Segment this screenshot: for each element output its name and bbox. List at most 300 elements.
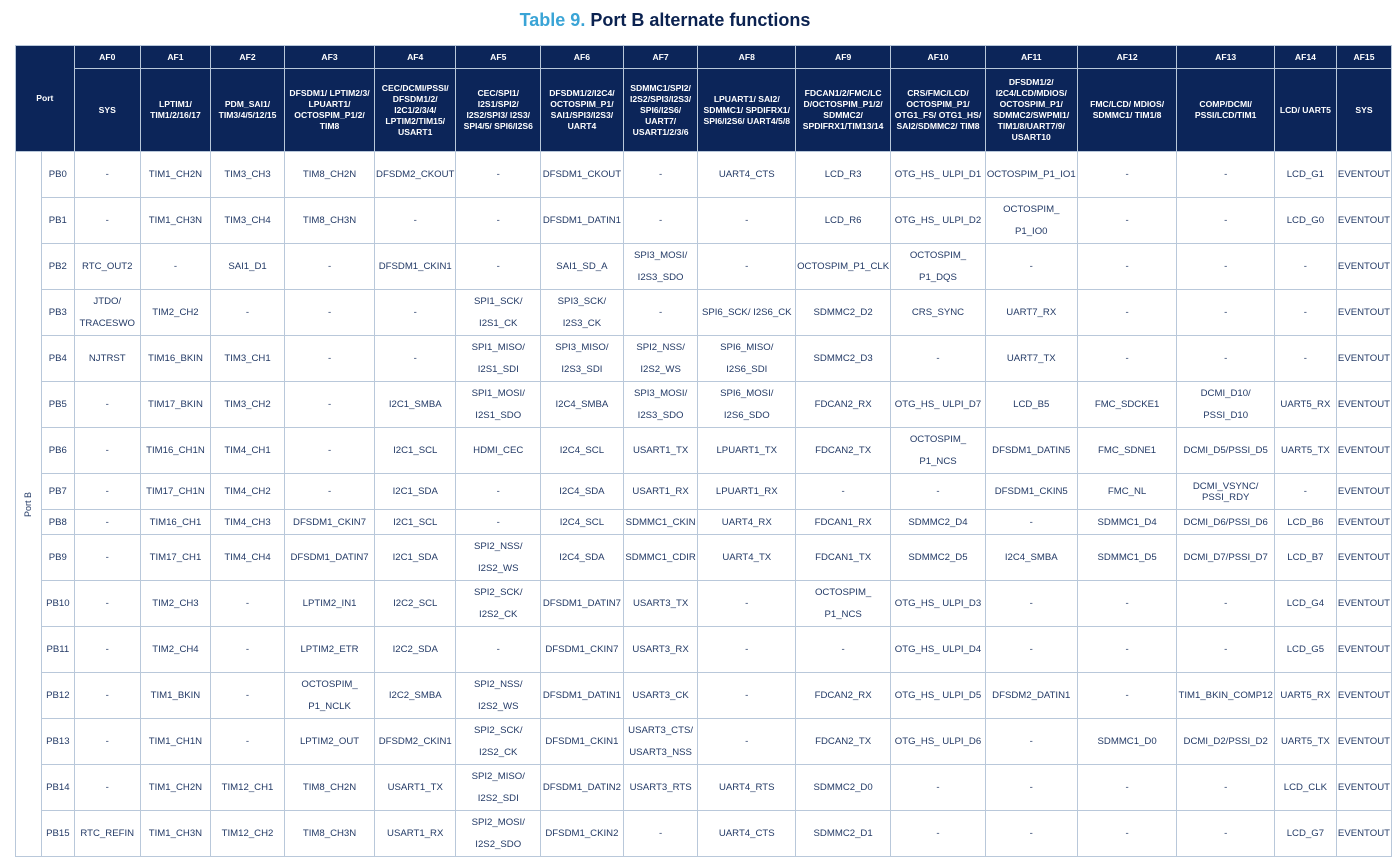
af-header-2: AF2 [211, 46, 285, 69]
af-description-7: SDMMC1/SPI2/ I2S2/SPI3/I2S3/ SPI6/I2S6/ UART7/ USART1/2/3/6 [623, 69, 698, 152]
function-cell: DFSDM1_DATIN7 [541, 581, 624, 627]
function-cell: - [74, 581, 140, 627]
function-cell: - [891, 474, 986, 510]
function-cell: - [140, 244, 210, 290]
function-cell: SPI2_SCK/ I2S2_CK [456, 581, 541, 627]
af-header-5: AF5 [456, 46, 541, 69]
af-description-9: FDCAN1/2/FMC/LC D/OCTOSPIM_P1/2/ SDMMC2/ SPDIFRX1/TIM13/14 [796, 69, 891, 152]
function-cell: I2C4_SMBA [985, 535, 1077, 581]
function-cell: DFSDM1_DATIN1 [541, 673, 624, 719]
function-cell: - [285, 382, 375, 428]
function-cell: - [1077, 290, 1177, 336]
af-header-11: AF11 [985, 46, 1077, 69]
function-cell: OTG_HS_ ULPI_D4 [891, 627, 986, 673]
function-cell: UART4_TX [698, 535, 796, 581]
af-description-8: LPUART1/ SAI2/ SDMMC1/ SPDIFRX1/ SPI6/I2S6/ UART4/5/8 [698, 69, 796, 152]
function-cell: I2C2_SMBA [375, 673, 456, 719]
function-cell: OCTOSPIM_P1_CLK [796, 244, 891, 290]
function-cell: UART5_TX [1274, 428, 1336, 474]
function-cell: SDMMC2_D5 [891, 535, 986, 581]
table-row [16, 152, 1392, 198]
function-cell: I2C1_SDA [375, 474, 456, 510]
table-row [16, 811, 1392, 857]
function-cell: FMC_SDNE1 [1077, 428, 1177, 474]
function-cell: LPTIM2_OUT [285, 719, 375, 765]
function-cell: DCMI_D6/PSSI_D6 [1177, 510, 1274, 535]
function-cell: DFSDM1_CKIN1 [375, 244, 456, 290]
function-cell: SPI1_MISO/ I2S1_SDI [456, 336, 541, 382]
function-cell: EVENTOUT [1336, 428, 1391, 474]
af-header-15: AF15 [1336, 46, 1391, 69]
function-cell: UART4_CTS [698, 811, 796, 857]
af-description-13: COMP/DCMI/ PSSI/LCD/TIM1 [1177, 69, 1274, 152]
function-cell: LCD_G1 [1274, 152, 1336, 198]
function-cell: - [891, 336, 986, 382]
function-cell: - [1077, 581, 1177, 627]
function-cell: - [698, 244, 796, 290]
function-cell: FDCAN2_RX [796, 382, 891, 428]
function-cell: - [796, 627, 891, 673]
function-cell: - [1177, 152, 1274, 198]
function-cell: - [796, 474, 891, 510]
function-cell: - [74, 474, 140, 510]
af-header-6: AF6 [541, 46, 624, 69]
function-cell: OCTOSPIM_ P1_DQS [891, 244, 986, 290]
function-cell: - [1077, 198, 1177, 244]
function-cell: DFSDM2_CKIN1 [375, 719, 456, 765]
function-cell: USART3_TX [623, 581, 698, 627]
pin-name-cell: PB0 [42, 152, 75, 198]
function-cell: TIM4_CH2 [211, 474, 285, 510]
function-cell: - [456, 510, 541, 535]
function-cell: OTG_HS_ ULPI_D7 [891, 382, 986, 428]
function-cell: EVENTOUT [1336, 474, 1391, 510]
pin-name-cell: PB12 [42, 673, 75, 719]
pin-name-cell: PB10 [42, 581, 75, 627]
function-cell: SDMMC2_D2 [796, 290, 891, 336]
function-cell: TIM1_CH3N [140, 198, 210, 244]
function-cell: UART4_RX [698, 510, 796, 535]
function-cell: TIM1_BKIN_COMP12 [1177, 673, 1274, 719]
function-cell: LPTIM2_ETR [285, 627, 375, 673]
function-cell: FDCAN1_TX [796, 535, 891, 581]
function-cell: LCD_CLK [1274, 765, 1336, 811]
table-row [16, 428, 1392, 474]
port-header: Port [16, 46, 75, 152]
function-cell: UART5_RX [1274, 673, 1336, 719]
function-cell: - [1177, 290, 1274, 336]
function-cell: - [1077, 336, 1177, 382]
function-cell: FDCAN1_RX [796, 510, 891, 535]
af-header-8: AF8 [698, 46, 796, 69]
function-cell: - [985, 627, 1077, 673]
function-cell: DFSDM1_DATIN2 [541, 765, 624, 811]
function-cell: - [74, 152, 140, 198]
function-cell: OTG_HS_ ULPI_D5 [891, 673, 986, 719]
af-description-5: CEC/SPI1/ I2S1/SPI2/ I2S2/SPI3/ I2S3/ SPI4/5/ SPI6/I2S6 [456, 69, 541, 152]
function-cell: OTG_HS_ ULPI_D1 [891, 152, 986, 198]
function-cell: - [1077, 765, 1177, 811]
function-cell: UART4_RTS [698, 765, 796, 811]
af-header-9: AF9 [796, 46, 891, 69]
af-description-14: LCD/ UART5 [1274, 69, 1336, 152]
function-cell: SPI3_MOSI/ I2S3_SDO [623, 244, 698, 290]
function-cell: EVENTOUT [1336, 336, 1391, 382]
function-cell: - [74, 719, 140, 765]
table-row [16, 765, 1392, 811]
function-cell: UART7_TX [985, 336, 1077, 382]
table-title [0, 10, 1330, 31]
function-cell: TIM3_CH2 [211, 382, 285, 428]
function-cell: TIM3_CH1 [211, 336, 285, 382]
function-cell: - [74, 765, 140, 811]
function-cell: - [1077, 152, 1177, 198]
function-cell: DCMI_VSYNC/ PSSI_RDY [1177, 474, 1274, 510]
function-cell: - [623, 811, 698, 857]
function-cell: - [74, 627, 140, 673]
function-cell: TIM4_CH3 [211, 510, 285, 535]
function-cell: EVENTOUT [1336, 535, 1391, 581]
function-cell: TIM2_CH4 [140, 627, 210, 673]
table-row [16, 510, 1392, 535]
table-row [16, 382, 1392, 428]
af-description-2: PDM_SAI1/ TIM3/4/5/12/15 [211, 69, 285, 152]
function-cell: TIM8_CH2N [285, 152, 375, 198]
function-cell: - [74, 535, 140, 581]
function-cell: USART3_CTS/ USART3_NSS [623, 719, 698, 765]
function-cell: LCD_B6 [1274, 510, 1336, 535]
pin-name-cell: PB6 [42, 428, 75, 474]
af-description-1: LPTIM1/ TIM1/2/16/17 [140, 69, 210, 152]
function-cell: SDMMC2_D0 [796, 765, 891, 811]
function-cell: - [1177, 765, 1274, 811]
function-cell: TIM1_CH2N [140, 765, 210, 811]
function-cell: DCMI_D2/PSSI_D2 [1177, 719, 1274, 765]
function-cell: - [285, 336, 375, 382]
function-cell: - [456, 244, 541, 290]
function-cell: - [1177, 244, 1274, 290]
port-b-alternate-functions-table [15, 45, 1392, 857]
function-cell: - [74, 382, 140, 428]
function-cell: TIM3_CH4 [211, 198, 285, 244]
pin-name-cell: PB11 [42, 627, 75, 673]
function-cell: EVENTOUT [1336, 382, 1391, 428]
function-cell: SDMMC1_D0 [1077, 719, 1177, 765]
function-cell: LPUART1_RX [698, 474, 796, 510]
function-cell: - [211, 673, 285, 719]
function-cell: - [1274, 474, 1336, 510]
function-cell: LPUART1_TX [698, 428, 796, 474]
function-cell: DCMI_D10/ PSSI_D10 [1177, 382, 1274, 428]
pin-name-cell: PB14 [42, 765, 75, 811]
af-header-7: AF7 [623, 46, 698, 69]
function-cell: TIM8_CH3N [285, 811, 375, 857]
function-cell: - [1077, 244, 1177, 290]
table-row [16, 627, 1392, 673]
function-cell: DFSDM1_CKOUT [541, 152, 624, 198]
function-cell: - [456, 627, 541, 673]
af-header-14: AF14 [1274, 46, 1336, 69]
function-cell: - [285, 244, 375, 290]
table-container [15, 45, 1392, 857]
function-cell: TIM17_BKIN [140, 382, 210, 428]
function-cell: SDMMC2_D4 [891, 510, 986, 535]
function-cell: SPI1_MOSI/ I2S1_SDO [456, 382, 541, 428]
function-cell: SPI3_SCK/ I2S3_CK [541, 290, 624, 336]
function-cell: OCTOSPIM_ P1_NCS [891, 428, 986, 474]
function-cell: DCMI_D7/PSSI_D7 [1177, 535, 1274, 581]
function-cell: SPI3_MISO/ I2S3_SDI [541, 336, 624, 382]
function-cell: - [623, 198, 698, 244]
function-cell: - [985, 765, 1077, 811]
function-cell: I2C2_SDA [375, 627, 456, 673]
function-cell: LPTIM2_IN1 [285, 581, 375, 627]
function-cell: UART7_RX [985, 290, 1077, 336]
function-cell: LCD_G0 [1274, 198, 1336, 244]
function-cell: I2C4_SMBA [541, 382, 624, 428]
af-description-11: DFSDM1/2/ I2C4/LCD/MDIOS/ OCTOSPIM_P1/ SDMMC2/SWPMI1/ TIM1/8/UART7/9/ USART10 [985, 69, 1077, 152]
function-cell: - [285, 474, 375, 510]
function-cell: NJTRST [74, 336, 140, 382]
pin-name-cell: PB2 [42, 244, 75, 290]
function-cell: TIM4_CH4 [211, 535, 285, 581]
function-cell: TIM1_CH2N [140, 152, 210, 198]
function-cell: - [456, 152, 541, 198]
function-cell: EVENTOUT [1336, 719, 1391, 765]
function-cell: LCD_R3 [796, 152, 891, 198]
function-cell: - [1274, 336, 1336, 382]
function-cell: - [375, 336, 456, 382]
function-cell: I2C1_SCL [375, 428, 456, 474]
af-description-15: SYS [1336, 69, 1391, 152]
function-cell: EVENTOUT [1336, 198, 1391, 244]
function-cell: SAI1_SD_A [541, 244, 624, 290]
table-row [16, 673, 1392, 719]
function-cell: - [375, 198, 456, 244]
function-cell: LCD_B5 [985, 382, 1077, 428]
function-cell: I2C4_SCL [541, 428, 624, 474]
af-header-0: AF0 [74, 46, 140, 69]
function-cell: - [985, 719, 1077, 765]
pin-name-cell: PB7 [42, 474, 75, 510]
function-cell: - [698, 627, 796, 673]
function-cell: USART3_RTS [623, 765, 698, 811]
function-cell: TIM17_CH1 [140, 535, 210, 581]
function-cell: - [985, 811, 1077, 857]
function-cell: LCD_G4 [1274, 581, 1336, 627]
function-cell: TIM2_CH3 [140, 581, 210, 627]
function-cell: I2C1_SDA [375, 535, 456, 581]
function-cell: SPI6_MOSI/ I2S6_SDO [698, 382, 796, 428]
function-cell: FMC_SDCKE1 [1077, 382, 1177, 428]
table-row [16, 290, 1392, 336]
function-cell: CRS_SYNC [891, 290, 986, 336]
function-cell: - [74, 673, 140, 719]
port-group-cell [16, 152, 42, 857]
function-cell: UART5_TX [1274, 719, 1336, 765]
function-cell: DFSDM1_CKIN7 [541, 627, 624, 673]
function-cell: - [74, 510, 140, 535]
function-cell: EVENTOUT [1336, 765, 1391, 811]
pin-name-cell: PB1 [42, 198, 75, 244]
function-cell: EVENTOUT [1336, 811, 1391, 857]
pin-name-cell: PB15 [42, 811, 75, 857]
header-row-af [16, 46, 1392, 69]
table-row [16, 336, 1392, 382]
pin-name-cell: PB9 [42, 535, 75, 581]
function-cell: UART4_CTS [698, 152, 796, 198]
function-cell: TIM2_CH2 [140, 290, 210, 336]
function-cell: FDCAN2_RX [796, 673, 891, 719]
header-row-description [16, 69, 1392, 152]
af-description-3: DFSDM1/ LPTIM2/3/ LPUART1/ OCTOSPIM_P1/2/ TIM8 [285, 69, 375, 152]
pin-name-cell: PB8 [42, 510, 75, 535]
table-row [16, 474, 1392, 510]
function-cell: I2C4_SDA [541, 474, 624, 510]
function-cell: LCD_G5 [1274, 627, 1336, 673]
af-header-3: AF3 [285, 46, 375, 69]
function-cell: TIM1_CH1N [140, 719, 210, 765]
function-cell: OCTOSPIM_ P1_NCLK [285, 673, 375, 719]
function-cell: - [891, 811, 986, 857]
function-cell: - [698, 673, 796, 719]
pin-name-cell: PB3 [42, 290, 75, 336]
function-cell: TIM8_CH3N [285, 198, 375, 244]
function-cell: EVENTOUT [1336, 510, 1391, 535]
function-cell: - [698, 719, 796, 765]
table-row [16, 198, 1392, 244]
function-cell: DFSDM1_CKIN2 [541, 811, 624, 857]
function-cell: OTG_HS_ ULPI_D2 [891, 198, 986, 244]
af-description-10: CRS/FMC/LCD/ OCTOSPIM_P1/ OTG1_FS/ OTG1_HS/ SAI2/SDMMC2/ TIM8 [891, 69, 986, 152]
function-cell: - [1077, 811, 1177, 857]
function-cell: OCTOSPIM_ P1_NCS [796, 581, 891, 627]
function-cell: - [211, 581, 285, 627]
function-cell: - [698, 198, 796, 244]
function-cell: SPI2_MISO/ I2S2_SDI [456, 765, 541, 811]
function-cell: TIM12_CH1 [211, 765, 285, 811]
table-row [16, 581, 1392, 627]
function-cell: LCD_R6 [796, 198, 891, 244]
function-cell: USART3_CK [623, 673, 698, 719]
function-cell: DFSDM2_DATIN1 [985, 673, 1077, 719]
function-cell: SDMMC2_D3 [796, 336, 891, 382]
function-cell: DFSDM1_CKIN7 [285, 510, 375, 535]
function-cell: - [211, 290, 285, 336]
function-cell: - [1177, 811, 1274, 857]
function-cell: - [698, 581, 796, 627]
function-cell: SPI3_MOSI/ I2S3_SDO [623, 382, 698, 428]
function-cell: SPI2_NSS/ I2S2_WS [456, 535, 541, 581]
function-cell: - [285, 290, 375, 336]
af-header-4: AF4 [375, 46, 456, 69]
function-cell: OCTOSPIM_ P1_IO0 [985, 198, 1077, 244]
af-header-1: AF1 [140, 46, 210, 69]
function-cell: EVENTOUT [1336, 152, 1391, 198]
function-cell: OTG_HS_ ULPI_D6 [891, 719, 986, 765]
function-cell: DFSDM1_CKIN1 [541, 719, 624, 765]
af-description-0: SYS [74, 69, 140, 152]
port-group-label: Port B [23, 491, 34, 517]
function-cell: TIM17_CH1N [140, 474, 210, 510]
function-cell: - [1077, 673, 1177, 719]
table-number: Table 9. [519, 10, 586, 30]
function-cell: HDMI_CEC [456, 428, 541, 474]
function-cell: FMC_NL [1077, 474, 1177, 510]
function-cell: FDCAN2_TX [796, 428, 891, 474]
function-cell: EVENTOUT [1336, 290, 1391, 336]
function-cell: - [456, 198, 541, 244]
pin-name-cell: PB5 [42, 382, 75, 428]
function-cell: SAI1_D1 [211, 244, 285, 290]
function-cell: - [285, 428, 375, 474]
function-cell: - [1177, 627, 1274, 673]
function-cell: - [375, 290, 456, 336]
function-cell: - [74, 198, 140, 244]
function-cell: EVENTOUT [1336, 244, 1391, 290]
function-cell: - [456, 474, 541, 510]
function-cell: TIM16_CH1 [140, 510, 210, 535]
function-cell: I2C4_SCL [541, 510, 624, 535]
function-cell: TIM8_CH2N [285, 765, 375, 811]
function-cell: TIM16_CH1N [140, 428, 210, 474]
function-cell: SDMMC1_CKIN [623, 510, 698, 535]
af-header-13: AF13 [1177, 46, 1274, 69]
af-header-12: AF12 [1077, 46, 1177, 69]
function-cell: DCMI_D5/PSSI_D5 [1177, 428, 1274, 474]
table-row [16, 719, 1392, 765]
function-cell: - [74, 428, 140, 474]
function-cell: TIM16_BKIN [140, 336, 210, 382]
af-description-4: CEC/DCMI/PSSI/ DFSDM1/2/ I2C1/2/3/4/ LPTIM2/TIM15/ USART1 [375, 69, 456, 152]
function-cell: UART5_RX [1274, 382, 1336, 428]
table-row [16, 244, 1392, 290]
af-description-6: DFSDM1/2/I2C4/ OCTOSPIM_P1/ SAI1/SPI3/I2S3/ UART4 [541, 69, 624, 152]
function-cell: - [1177, 198, 1274, 244]
function-cell: SPI1_SCK/ I2S1_CK [456, 290, 541, 336]
function-cell: JTDO/ TRACESWO [74, 290, 140, 336]
function-cell: OCTOSPIM_P1_IO1 [985, 152, 1077, 198]
function-cell: - [623, 152, 698, 198]
function-cell: TIM4_CH1 [211, 428, 285, 474]
function-cell: DFSDM1_CKIN5 [985, 474, 1077, 510]
function-cell: TIM12_CH2 [211, 811, 285, 857]
function-cell: EVENTOUT [1336, 627, 1391, 673]
function-cell: - [891, 765, 986, 811]
function-cell: DFSDM1_DATIN1 [541, 198, 624, 244]
function-cell: LCD_G7 [1274, 811, 1336, 857]
function-cell: - [1274, 290, 1336, 336]
function-cell: - [1077, 627, 1177, 673]
function-cell: LCD_B7 [1274, 535, 1336, 581]
function-cell: SDMMC1_D4 [1077, 510, 1177, 535]
function-cell: DFSDM1_DATIN5 [985, 428, 1077, 474]
function-cell: - [985, 244, 1077, 290]
function-cell: - [1177, 581, 1274, 627]
function-cell: USART1_TX [623, 428, 698, 474]
function-cell: - [211, 627, 285, 673]
function-cell: - [623, 290, 698, 336]
function-cell: TIM1_BKIN [140, 673, 210, 719]
function-cell: RTC_REFIN [74, 811, 140, 857]
function-cell: - [211, 719, 285, 765]
function-cell: I2C1_SMBA [375, 382, 456, 428]
function-cell: SDMMC2_D1 [796, 811, 891, 857]
function-cell: - [1177, 336, 1274, 382]
function-cell: USART3_RX [623, 627, 698, 673]
function-cell: SPI2_MOSI/ I2S2_SDO [456, 811, 541, 857]
function-cell: SPI2_NSS/ I2S2_WS [623, 336, 698, 382]
